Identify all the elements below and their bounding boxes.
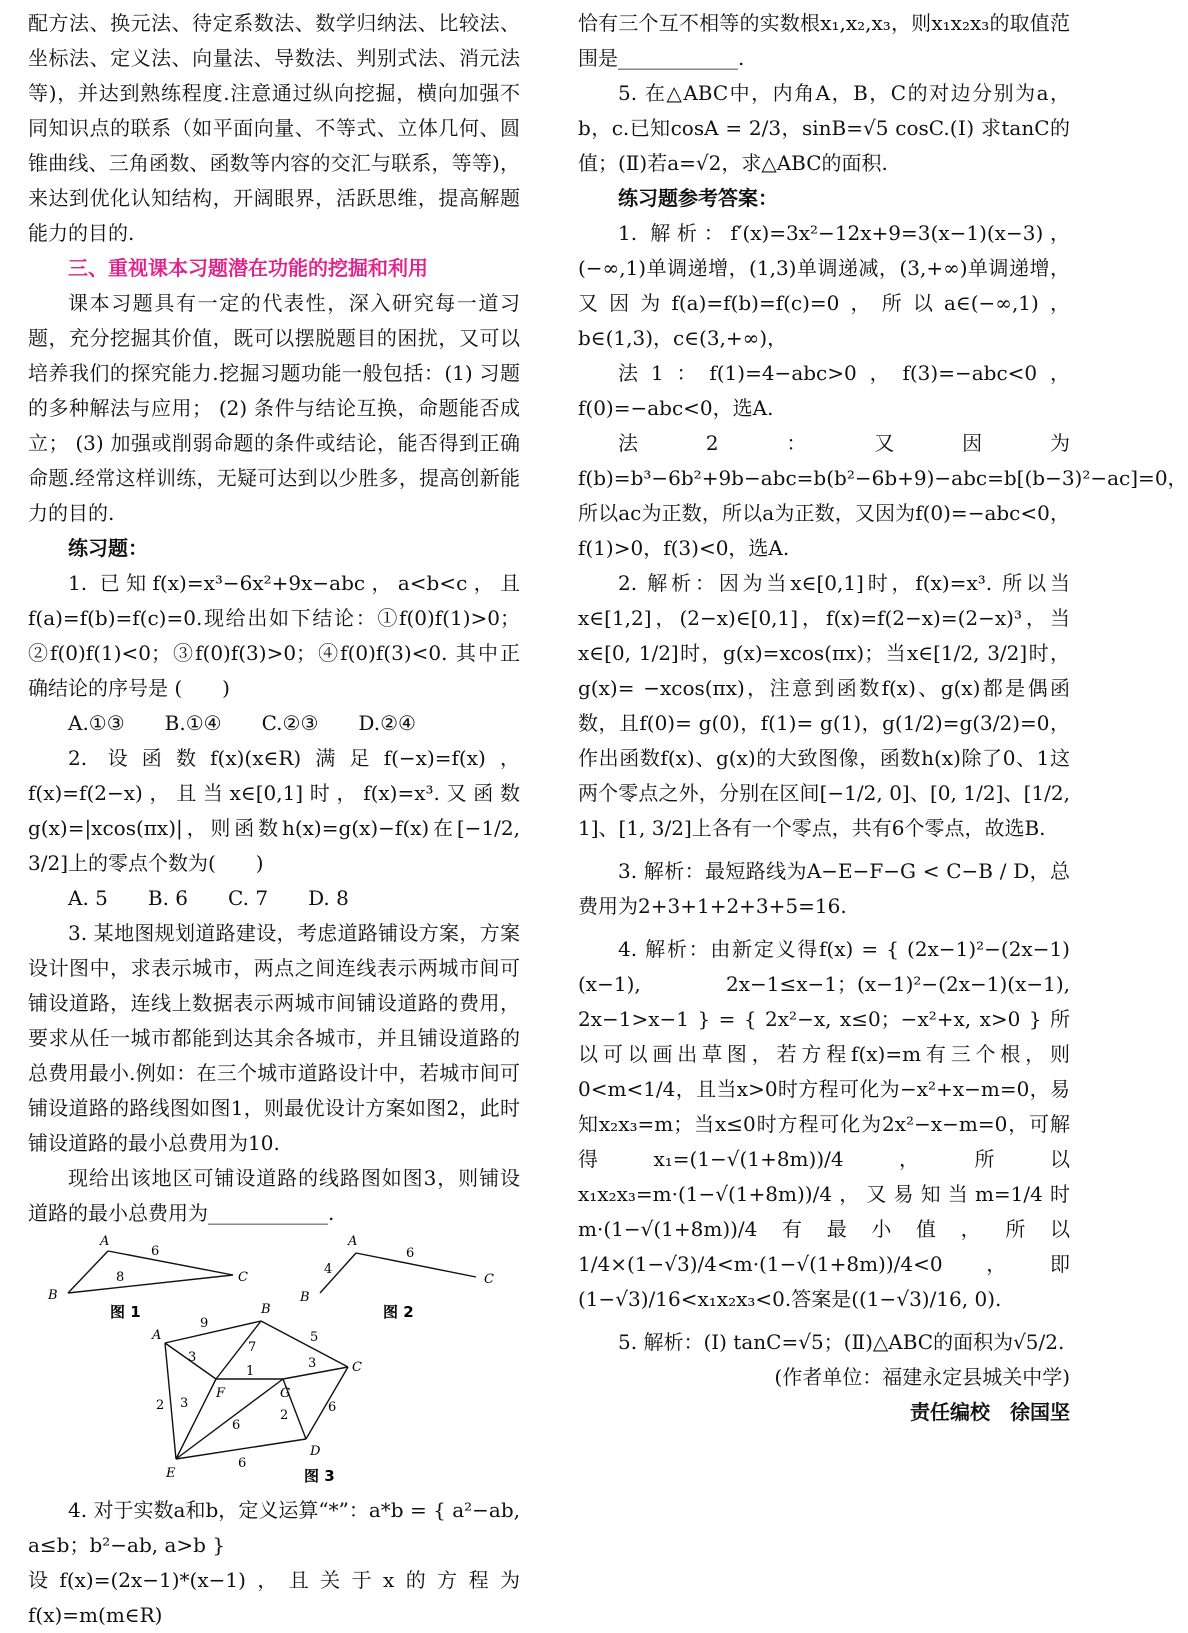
fig1-edge-label-6: 6 (151, 1244, 160, 1259)
fig3-vertex-g: G (280, 1386, 291, 1401)
question-1-options (68, 706, 520, 741)
fig3-vertex-f: F (216, 1386, 226, 1401)
fig1-vertex-a: A (100, 1234, 110, 1249)
q1-option-c: C.②③ (261, 711, 319, 735)
q1-option-d: D.②④ (358, 711, 416, 735)
fig3-edge-label-fe: 3 (180, 1396, 189, 1411)
figures-area (28, 1231, 520, 1493)
section-title: 三、重视课本习题潜在功能的挖掘和利用 (68, 256, 428, 280)
fig1-vertex-c: C (238, 1270, 248, 1285)
fig2-edge-ac (356, 1253, 476, 1277)
fig3-edge-label-bc: 5 (310, 1330, 319, 1345)
section-paragraph: 课本习题具有一定的代表性，深入研究每一道习题，充分挖掘其价值，既可以摆脱题目的困扰，又可以培养我们的探究能力.挖掘习题功能一般包括：(1) 习题的多种解法与应用； (2) 条件与结论互换，命题能否成立； (3) 加强或削弱命题的条件或结论，能否得到正确命题.经常这样训练，无疑可达到以少胜多，提高创新能力的目的. (28, 291, 520, 525)
fig3-edge-label-ae: 2 (156, 1398, 165, 1413)
answer-1-method-2: 法2：又因为f(b)=b³−6b²+9b−abc=b(b²−6b+9)−abc=b[(b−3)²−ac]=0，所以ac为正数，所以a为正数，又因为f(0)=−abc<0，f(1)>0，f(3)<0，选A. (578, 431, 1188, 560)
fig3-vertex-c: C (352, 1360, 362, 1375)
fig3-edge-cd (306, 1367, 348, 1439)
question-5: 5. 在△ABC中，内角A，B，C的对边分别为a，b，c.已知cosA = 2/3，sinB=√5 cosC.(Ⅰ) 求tanC的值；(Ⅱ)若a=√2，求△ABC的面积. (578, 81, 1070, 175)
fig3-edge-ge (176, 1379, 283, 1459)
question-4: 4. 对于实数a和b，定义运算“*”：a*b = { a²−ab, a≤b；b²−ab, a>b } (28, 1498, 520, 1557)
fig3-edge-label-gd: 2 (280, 1408, 289, 1423)
fig2-vertex-b: B (300, 1290, 310, 1305)
fig2-vertex-c: C (484, 1272, 494, 1287)
question-3-tail: 现给出该地区可铺设道路的线路图如图3，则铺设道路的最小总费用为____________. (28, 1166, 520, 1225)
answer-4: 4. 解析：由新定义得f(x) = { (2x−1)²−(2x−1)(x−1), 2x−1≤x−1；(x−1)²−(2x−1)(x−1), 2x−1>x−1 } = { 2x²−x, x≤0；−x²+x, x>0 } 所以可以画出草图，若方程f(x)=m有三个根，则0<m<1/4，且当x>0时方程可化为−x²+x−m=0，易知x₂x₃=m；当x≤0时方程可化为2x²−x−m=0，可解得x₁=(1−√(1+8m))/4，所以x₁x₂x₃=m·(1−√(1+8m))/4，又易知当m=1/4时m·(1−√(1+8m))/4有最小值，所以1/4×(1−√3)/4<m·(1−√(1+8m))/4<0，即(1−√3)/16<x₁x₂x₃<0.答案是((1−√3)/16, 0). (578, 937, 1070, 1311)
fig3-edge-label-bf: 7 (248, 1340, 257, 1355)
fig2-edge-label-4: 4 (324, 1262, 333, 1277)
fig3-edge-ae (165, 1343, 176, 1459)
fig3-edge-label-gc: 3 (308, 1356, 317, 1371)
fig3-vertex-b: B (261, 1302, 271, 1317)
q1-option-a: A.①③ (68, 711, 125, 735)
answer-1-method-1: 法1：f(1)=4−abc>0，f(3)=−abc<0，f(0)=−abc<0，选A. (578, 361, 1070, 420)
question-4-continued: 恰有三个互不相等的实数根x₁,x₂,x₃，则x₁x₂x₃的取值范围是____________. (578, 11, 1070, 70)
fig3-edge-label-fg: 1 (246, 1364, 255, 1379)
fig1-edge-ab (68, 1251, 108, 1293)
fig3-edge-bc (261, 1321, 348, 1367)
exercises-heading: 练习题： (68, 536, 148, 560)
fig1-caption: 图 1 (110, 1303, 141, 1321)
fig2-edge-label-6: 6 (406, 1246, 415, 1261)
answer-3: 3. 解析：最短路线为A−E−F−G < C−B / D，总费用为2+3+1+2+3+5=16. (578, 859, 1070, 918)
left-column (28, 6, 520, 1633)
right-column (578, 6, 1188, 1430)
responsible-editor: 责任编校 徐国坚 (910, 1400, 1070, 1424)
fig1-edge-label-8: 8 (116, 1270, 125, 1285)
question-2: 2. 设函数f(x)(x∈R)满足f(−x)=f(x)，f(x)=f(2−x)，且当x∈[0,1]时，f(x)=x³.又函数g(x)=|xcos(πx)|，则函数h(x)=g(x)−f(x)在[−1/2, 3/2]上的零点个数为( ) (28, 746, 520, 875)
fig3-caption: 图 3 (304, 1467, 335, 1485)
q2-option-a: A. 5 (68, 886, 108, 910)
fig1-edge-ac (108, 1251, 233, 1275)
q1-option-b: B.①④ (164, 711, 222, 735)
figure-3 (151, 1302, 362, 1485)
q2-option-d: D. 8 (308, 886, 349, 910)
question-1: 1. 已知f(x)=x³−6x²+9x−abc，a<b<c，且f(a)=f(b)=f(c)=0.现给出如下结论：①f(0)f(1)>0；②f(0)f(1)<0；③f(0)f(3)>0；④f(0)f(3)<0. 其中正确结论的序号是 ( ) (28, 571, 520, 700)
fig3-vertex-d: D (310, 1444, 321, 1459)
answers-heading: 练习题参考答案： (618, 186, 778, 210)
fig3-edge-label-ab: 9 (200, 1316, 209, 1331)
question-3: 3. 某地图规划道路建设，考虑道路铺设方案，方案设计图中，求表示城市，两点之间连线表示两城市间可铺设道路，连线上数据表示两城市间铺设道路的费用，要求从任一城市都能到达其余各城市，并且铺设道路的总费用最小.例如：在三个城市道路设计中，若城市间可铺设道路的路线图如图1，则最优设计方案如图2，此时铺设道路的最小总费用为10. (28, 921, 520, 1155)
fig3-edge-fe (176, 1379, 216, 1459)
figure-1 (47, 1234, 248, 1321)
question-4-tail: 设f(x)=(2x−1)*(x−1)，且关于x的方程为f(x)=m(m∈R) (28, 1568, 520, 1627)
fig3-edge-label-ed: 6 (238, 1456, 247, 1471)
fig3-edge-label-af: 3 (188, 1350, 197, 1365)
graph-figures (28, 1231, 518, 1493)
fig1-edge-bc (68, 1275, 233, 1293)
fig3-edge-label-ge: 6 (232, 1418, 241, 1433)
figure-2 (299, 1234, 494, 1321)
fig2-vertex-a: A (348, 1234, 358, 1249)
fig3-edge-label-cd: 6 (328, 1400, 337, 1415)
fig3-vertex-a: A (152, 1328, 162, 1343)
fig3-vertex-e: E (166, 1466, 176, 1481)
answer-5: 5. 解析：(Ⅰ) tanC=√5；(Ⅱ)△ABC的面积为√5/2. (618, 1330, 1065, 1354)
q2-option-b: B. 6 (147, 886, 189, 910)
q2-option-c: C. 7 (228, 886, 269, 910)
question-2-options (68, 881, 520, 916)
answer-1: 1. 解析：f′(x)=3x²−12x+9=3(x−1)(x−3)，(−∞,1)单调递增，(1,3)单调递减，(3,+∞)单调递增，又因为f(a)=f(b)=f(c)=0，所以a∈(−∞,1)，b∈(1,3)，c∈(3,+∞)， (578, 221, 1070, 350)
author-affiliation: (作者单位：福建永定县城关中学) (774, 1365, 1070, 1389)
answer-2: 2. 解析：因为当x∈[0,1]时，f(x)=x³. 所以当x∈[1,2]，(2−x)∈[0,1]，f(x)=f(2−x)=(2−x)³，当x∈[0, 1/2]时，g(x)=xcos(πx)；当x∈[1/2, 3/2]时，g(x)= −xcos(πx)，注意到函数f(x)、g(x)都是偶函数，且f(0)= g(0)，f(1)= g(1)，g(1/2)=g(3/2)=0，作出函数f(x)、g(x)的大致图像，函数h(x)除了0、1这两个零点之外，分别在区间[−1/2, 0]、[0, 1/2]、[1/2, 1]、[1, 3/2]上各有一个零点，共有6个零点，故选B. (578, 571, 1070, 840)
intro-paragraph: 配方法、换元法、待定系数法、数学归纳法、比较法、坐标法、定义法、向量法、导数法、判别式法、消元法等)，并达到熟练程度.注意通过纵向挖掘，横向加强不同知识点的联系（如平面向量、不等式、立体几何、圆锥曲线、三角函数、函数等内容的交汇与联系，等等)，来达到优化认知结构，开阔眼界，活跃思维，提高解题能力的目的. (28, 11, 520, 245)
fig2-caption: 图 2 (383, 1303, 414, 1321)
fig1-vertex-b: B (48, 1288, 58, 1303)
